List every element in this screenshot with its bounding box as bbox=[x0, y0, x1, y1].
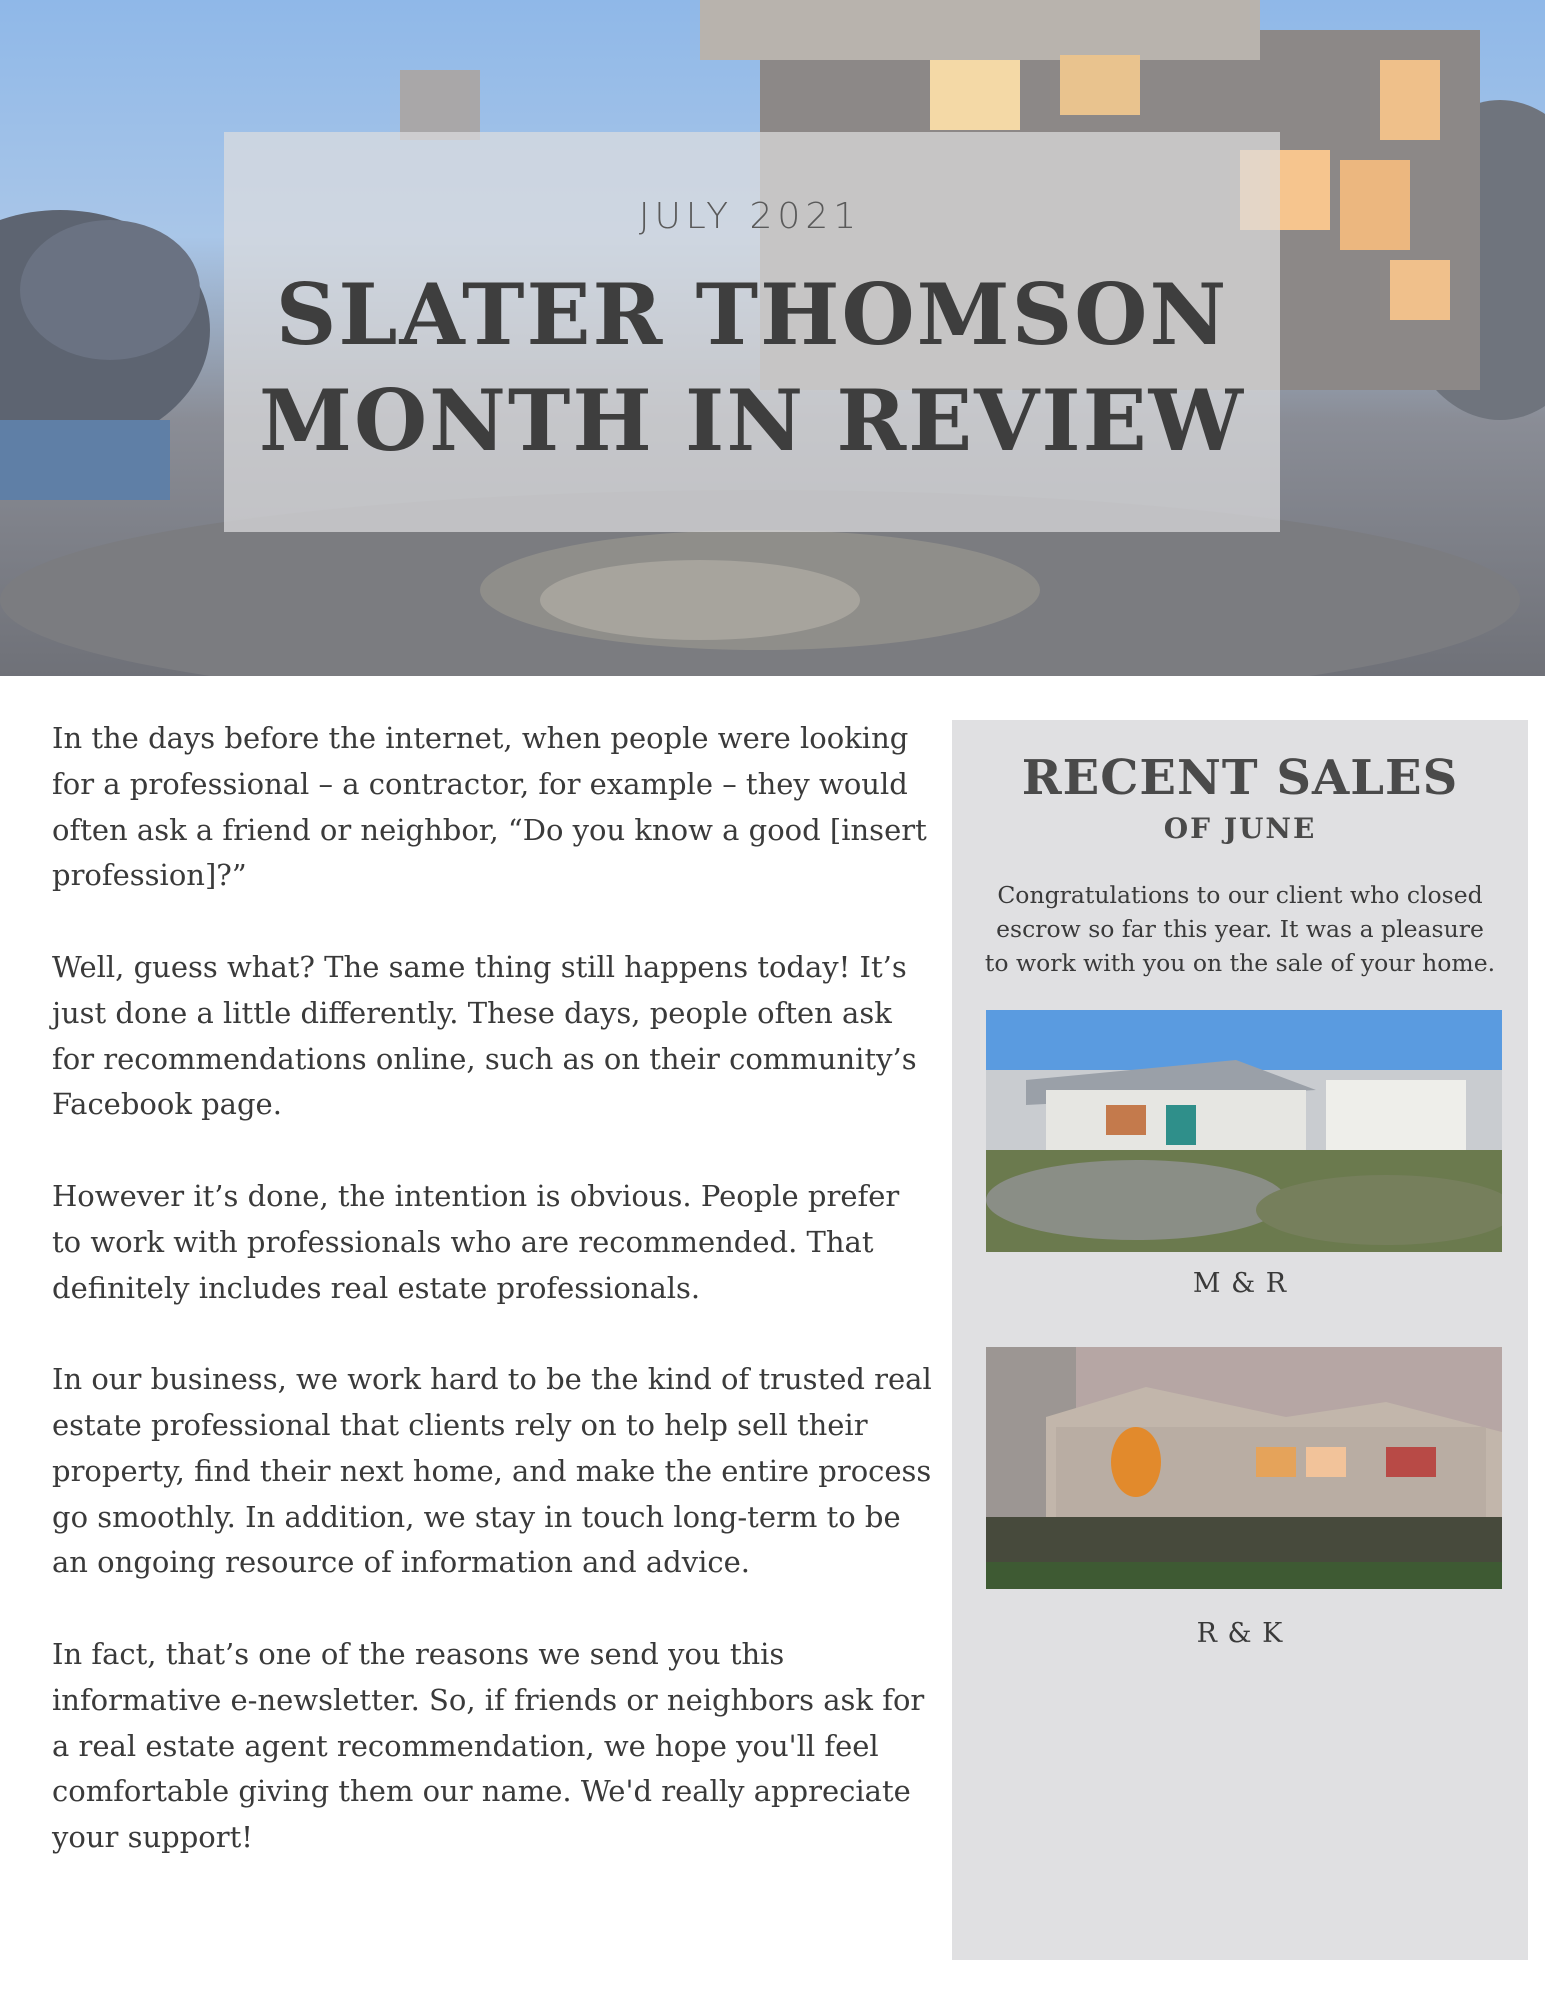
article-body bbox=[52, 716, 932, 1907]
sidebar-title: RECENT SALES bbox=[1021, 750, 1459, 806]
sale-photo bbox=[986, 1347, 1502, 1589]
article-paragraph: Well, guess what? The same thing still happens today! It’s just done a little differently. These days, people often ask for recommendations online, such as on their community’s Facebook page. bbox=[52, 949, 917, 1122]
newsletter-title bbox=[224, 262, 1280, 474]
article-paragraph: In fact, that’s one of the reasons we send you this informative e-newsletter. So, if friends or neighbors ask for a real estate agent recommendation, we hope you'll feel comfortable giving them our name. We'd really appreciate your support! bbox=[52, 1636, 925, 1855]
title-line-1: SLATER THOMSON bbox=[275, 265, 1229, 364]
article-paragraph: In our business, we work hard to be the kind of trusted real estate professional that clients rely on to help sell their property, find their next home, and make the entire process go smoothly. In addition, we stay in touch long-term to be an ongoing resource of information and advice. bbox=[52, 1362, 932, 1580]
issue-date: JULY 2021 bbox=[638, 196, 862, 237]
article-paragraph: However it’s done, the intention is obvious. People prefer to work with professionals who are recommended. That definitely includes real estate professionals. bbox=[52, 1178, 900, 1305]
hero-banner bbox=[0, 0, 1545, 676]
title-line-2: MONTH IN REVIEW bbox=[258, 371, 1246, 470]
recent-sales-sidebar bbox=[952, 720, 1528, 1960]
sale-photo bbox=[986, 1010, 1502, 1252]
sale-house-image bbox=[986, 1347, 1502, 1589]
sale-house-image bbox=[986, 1010, 1502, 1252]
article-paragraph: In the days before the internet, when people were looking for a professional – a contractor, for example – they would often ask a friend or neighbor, “Do you know a good [insert profession]?” bbox=[52, 721, 927, 893]
sale-caption: M & R bbox=[1192, 1268, 1288, 1299]
sidebar-subtitle: OF JUNE bbox=[1163, 812, 1317, 845]
sale-caption: R & K bbox=[1196, 1618, 1284, 1649]
sidebar-intro: Congratulations to our client who closed escrow so far this year. It was a pleasure to work with you on the sale of your home. bbox=[984, 881, 1496, 977]
